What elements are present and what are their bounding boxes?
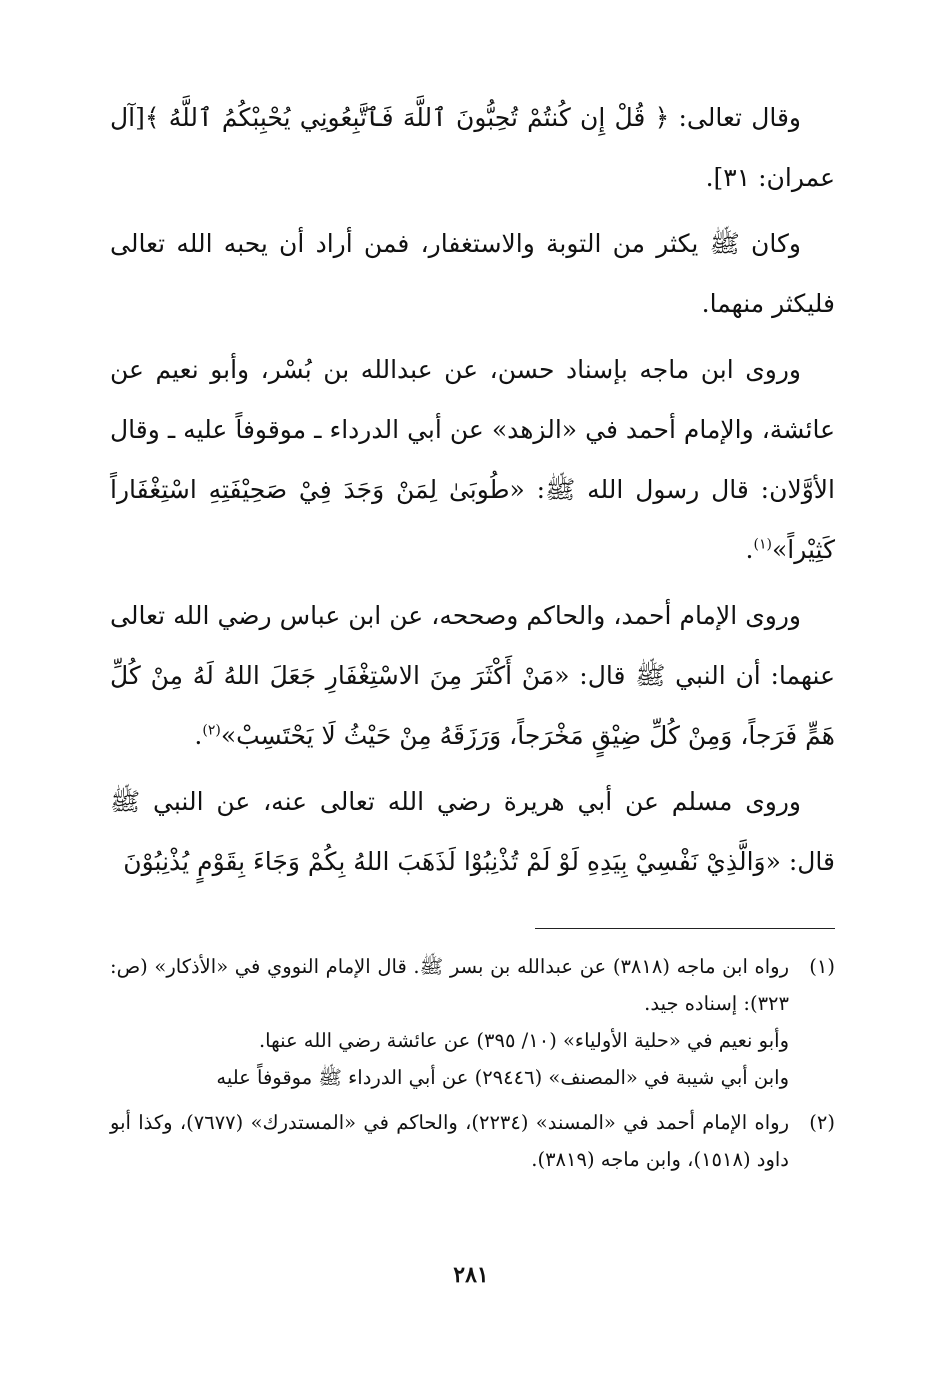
- paragraph-text: وقال تعالى: ﴿ قُلْ إِن كُنتُمْ تُحِبُّونَ ٱللَّهَ فَٱتَّبِعُونِي يُحْبِبْكُمُ ٱللَّهُ ﴾[آل عمران: ٣١].: [110, 103, 835, 192]
- footnote-number: (٢): [809, 1111, 835, 1134]
- paragraph-ahmad: [110, 586, 835, 766]
- footnote-body: [110, 1104, 789, 1178]
- footnote-number: (١): [809, 955, 835, 978]
- paragraph-text: وروى ابن ماجه بإسناد حسن، عن عبدالله بن بُسْر، وأبو نعيم عن عائشة، والإمام أحمد في «الزهد» عن أبي الدرداء ـ موقوفاً عليه ـ وقال الأوَّلان: قال رسول الله ﷺ: «طُوبَىٰ لِمَنْ وَجَدَ فِيْ صَحِيْفَتِهِ اسْتِغْفَاراً كَثِيْراً»: [110, 355, 835, 564]
- footnote-line: وأبو نعيم في «حلية الأولياء» (١٠/ ٣٩٥) عن عائشة رضي الله عنها.: [258, 1029, 789, 1052]
- footnotes: [110, 948, 835, 1186]
- paragraph-tawba: [110, 214, 835, 334]
- footnote-body: [110, 948, 789, 1096]
- main-text: [110, 88, 835, 898]
- paragraph-text: وروى مسلم عن أبي هريرة رضي الله تعالى عنه، عن النبي ﷺ قال: «وَالَّذِيْ نَفْسِيْ بِيَدِهِ لَوْ لَمْ تُذْنِبُوْا لَذَهَبَ اللهُ بِكُمْ وَجَاءَ بِقَوْمٍ يُذْنِبُوْنَ: [110, 787, 835, 876]
- paragraph-end: .: [745, 535, 754, 564]
- footnote-line: رواه الإمام أحمد في «المسند» (٢٢٣٤)، والحاكم في «المستدرك» (٧٦٧٧)، وكذا أبو داود (١٥١٨)، وابن ماجه (٣٨١٩).: [110, 1111, 789, 1171]
- paragraph-text: وكان ﷺ يكثر من التوبة والاستغفار، فمن أراد أن يحبه الله تعالى فليكثر منهما.: [110, 229, 835, 318]
- footnote-line: وابن أبي شيبة في «المصنف» (٢٩٤٤٦) عن أبي الدرداء ﷺ موقوفاً عليه: [216, 1066, 789, 1089]
- footnote-2: [110, 1104, 835, 1178]
- footnote-ref[interactable]: (١): [753, 536, 772, 553]
- footnote-1: [110, 948, 835, 1096]
- paragraph-quran-verse: [110, 88, 835, 208]
- paragraph-end: .: [194, 721, 203, 750]
- paragraph-text: وروى الإمام أحمد، والحاكم وصححه، عن ابن عباس رضي الله تعالى عنهما: أن النبي ﷺ قال: «مَنْ أَكْثَرَ مِنَ الاسْتِغْفَارِ جَعَلَ اللهُ لَهُ مِنْ كُلِّ هَمٍّ فَرَجاً، وَمِنْ كُلِّ ضِيْقٍ مَخْرَجاً، وَرَزَقَهُ مِنْ حَيْثُ لَا يَحْتَسِبْ»: [110, 601, 835, 750]
- page-number: ٢٨١: [453, 1262, 489, 1288]
- paragraph-ibn-majah: [110, 340, 835, 580]
- footnote-line: رواه ابن ماجه (٣٨١٨) عن عبدالله بن بسر ﷺ. قال الإمام النووي في «الأذكار» (ص: ٣٢٣): إسناده جيد.: [110, 955, 789, 1015]
- footnote-ref[interactable]: (٢): [202, 722, 221, 739]
- paragraph-muslim: [110, 772, 835, 892]
- footnote-divider: [535, 928, 835, 929]
